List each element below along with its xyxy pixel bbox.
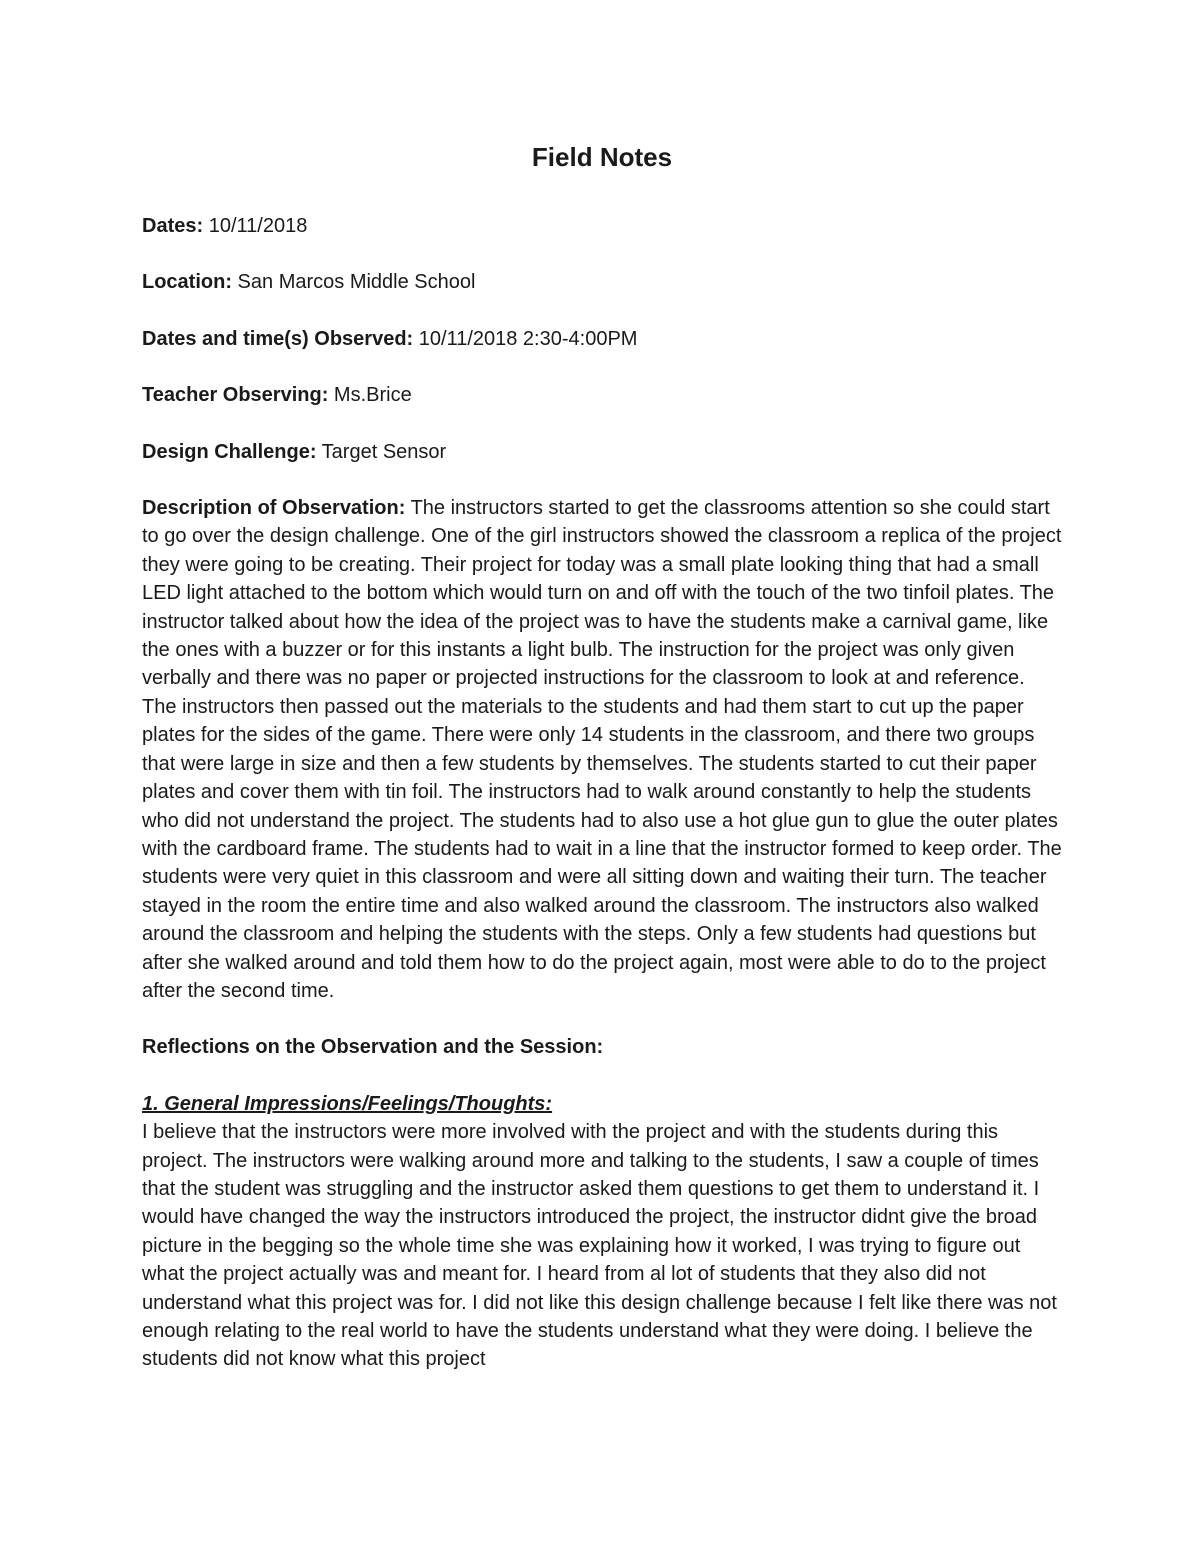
dates-value: 10/11/2018 — [203, 215, 308, 237]
location-label: Location: — [142, 271, 232, 294]
reflections-heading: Reflections on the Observation and the Session: — [142, 1036, 604, 1059]
description-label: Description of Observation: — [142, 497, 406, 520]
description-text: The instructors started to get the classrooms attention so she could start to go over the design challenge. One of the girl instructors showed the classroom a replica of the project they were going to be creating. Their project for today was a small plate looking thing that had a small LED light attached to the bottom which would turn on and off with the touch of the two tinfoil plates. The instructor talked about how the idea of the project was to have the students make a carnival game, like the ones with a buzzer or for this instants a light bulb. The instruction for the project was only given verbally and there was no paper or projected instructions for the classroom to look at and reference. The instructors then passed out the materials to the students and had them start to cut up the paper plates for the sides of the game. There were only 14 students in the classroom, and there two groups that were large in size and then a few students by themselves. The students started to cut their paper plates and cover them with tin foil. The instructors had to walk around constantly to help the students who did not understand the project. The students had to also use a hot glue gun to glue the outer plates with the cardboard frame. The students had to wait in a line that the instructor formed to keep order. The students were very quiet in this classroom and were all sitting down and waiting their turn. The teacher stayed in the room the entire time and also walked around the classroom. The instructors also walked around the classroom and helping the students with the steps. Only a few students had questions but after she walked around and told them how to do the project again, most were able to do to the project after the second time. — [142, 497, 1062, 1002]
challenge-field — [142, 438, 1062, 466]
teacher-label: Teacher Observing: — [142, 384, 329, 407]
document-page — [142, 138, 1062, 1374]
document-title: Field Notes — [531, 142, 673, 172]
impressions-text: I believe that the instructors were more involved with the project and with the students during this project. The instructors were walking around more and talking to the students, I saw a couple of times that the student was struggling and the instructor asked them questions to get them to understand it. I would have changed the way the instructors introduced the project, the instructor didnt give the broad picture in the begging so the whole time she was explaining how it worked, I was trying to figure out what the project actually was and meant for. I heard from al lot of students that they also did not understand what this project was for. I did not like this design challenge because I felt like there was not enough relating to the real world to have the students understand what they were doing. I believe the students did not know what this project — [142, 1121, 1057, 1371]
observed-label: Dates and time(s) Observed: — [142, 327, 414, 350]
location-field — [142, 268, 1062, 296]
observed-value: 10/11/2018 2:30-4:00PM — [413, 327, 638, 350]
dates-field — [142, 212, 1062, 240]
impressions-heading: 1. General Impressions/Feelings/Thoughts: — [142, 1092, 553, 1115]
challenge-value: Target Sensor — [316, 440, 447, 463]
observed-field — [142, 325, 1062, 353]
challenge-label: Design Challenge: — [142, 440, 317, 463]
dates-label: Dates: — [142, 215, 204, 237]
location-value: San Marcos Middle School — [232, 271, 476, 294]
teacher-field — [142, 381, 1062, 409]
description-paragraph — [142, 494, 1062, 1005]
teacher-value: Ms.Brice — [328, 384, 412, 407]
